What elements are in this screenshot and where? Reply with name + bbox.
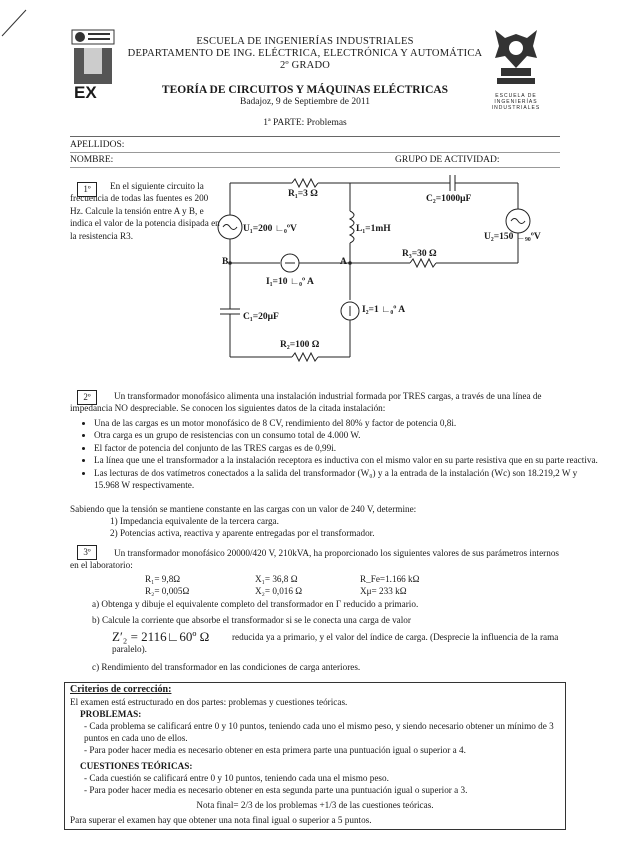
- apellidos-label: APELLIDOS:: [70, 140, 125, 150]
- problem-2-intro: Un transformador monofásico alimenta una instalación industrial formada por TRES cargas, a través de una línea de impedancia NO despreciable. Se conocen los siguientes datos de la citada instalación:: [70, 391, 542, 414]
- header-line1: ESCUELA DE INGENIERÍAS INDUSTRIALES: [196, 36, 414, 47]
- logo-text-1: ESCUELA DE: [495, 93, 537, 99]
- school-logo: [487, 28, 545, 120]
- p3-param: X₂= 0,016 Ω: [255, 586, 303, 596]
- p3-param: X₁= 36,8 Ω: [255, 574, 298, 584]
- criterios-line1: El examen está estructurado en dos partes: problemas y cuestiones teóricas.: [70, 697, 348, 707]
- problem-2-q2: 2) Potencias activa, reactiva y aparente entregadas por el transformador.: [110, 528, 375, 538]
- label-r2: R₂=100 Ω: [280, 340, 320, 350]
- label-c1: C₁=20μF: [243, 312, 279, 322]
- exam-part: 1ª PARTE: Problemas: [263, 118, 347, 128]
- criterios-prob2: - Para poder hacer media es necesario obtener en esta primera parte una puntuación igual o superior a 4.: [84, 745, 466, 755]
- header-line3: 2º GRADO: [279, 60, 331, 71]
- problem-3-a: a) Obtenga y dibuje el equivalente completo del transformador en Γ reducido a primario.: [92, 599, 419, 609]
- problem-2-q1: 1) Impedancia equivalente de la tercera carga.: [110, 516, 279, 526]
- problem-3-number: 3º: [77, 545, 97, 560]
- label-b: B: [222, 257, 229, 267]
- problem-3-b1: b) Calcule la corriente que absorbe el transformador si se le conecta una carga de valor: [92, 615, 411, 625]
- p3-param: Xμ= 233 kΩ: [360, 586, 407, 596]
- exam-date: Badajoz, 9 de Septiembre de 2011: [240, 97, 370, 107]
- criterios-problemas-heading: PROBLEMAS:: [80, 709, 142, 719]
- nombre-label: NOMBRE:: [70, 155, 114, 165]
- problem-2-bullets: [58, 417, 600, 491]
- p2-bullet: • La línea que une el transformador a la instalación receptora es inductiva con el mismo valor en su parte resistiva que en su parte reactiva.: [94, 454, 600, 466]
- label-a: A: [340, 257, 347, 267]
- grupo-label: GRUPO DE ACTIVIDAD:: [395, 155, 500, 165]
- p2-bullet: • El factor de potencia del conjunto de las TRES cargas es de 0,99i.: [94, 442, 600, 454]
- p2-bullet: • Una de las cargas es un motor monofásico de 8 CV, rendimiento del 80% y factor de potencia 0,8i.: [94, 417, 600, 429]
- problem-2-number: 2º: [77, 390, 97, 405]
- label-i2: I₂=1 ∟₀º A: [362, 305, 406, 315]
- problem-1-text: En el siguiente circuito la frecuencia de todas las fuentes es 200 Hz. Calcule la tensión entre A y B, e indica el valor de la potencia disipada en la resistencia R3.: [70, 181, 220, 241]
- label-r3: R₃=30 Ω: [402, 249, 437, 259]
- apellidos-line[interactable]: [70, 152, 560, 153]
- p3-param: R_Fe=1.166 kΩ: [360, 574, 420, 584]
- criterios-pass: Para superar el examen hay que obtener una nota final igual o superior a 5 puntos.: [70, 815, 372, 825]
- problem-3-formula: Z′₂ = 2116∟60º Ω: [112, 629, 210, 644]
- problem-3-c: c) Rendimiento del transformador en las condiciones de carga anteriores.: [92, 662, 361, 672]
- criterios-cues2: - Para poder hacer media es necesario obtener en esta segunda parte una puntuación igual o superior a 3.: [84, 785, 468, 795]
- header-line2: DEPARTAMENTO DE ING. ELÉCTRICA, ELECTRÓNICA Y AUTOMÁTICA: [127, 48, 483, 59]
- logo-text-3: INDUSTRIALES: [491, 105, 541, 111]
- criterios-final: Nota final= 2/3 de los problemas +1/3 de las cuestiones teóricas.: [196, 800, 434, 810]
- problem-1-number: 1º: [77, 182, 97, 197]
- label-l1: L₁=1mH: [356, 224, 391, 234]
- criterios-title: Criterios de corrección:: [70, 684, 172, 695]
- nombre-line[interactable]: [70, 167, 560, 168]
- label-c2: C₂=1000μF: [426, 194, 472, 204]
- corner-mark: [0, 0, 40, 40]
- label-i1: I₁=10 ∟₀º A: [266, 277, 314, 287]
- logo-text-2: INGENIERÍAS: [494, 99, 538, 105]
- problem-3-b2: reducida ya a primario, y el valor del índice de carga. (Desprecie la influencia de la rama paralelo).: [112, 632, 559, 655]
- uex-logo: [70, 28, 116, 102]
- p3-param: R₂= 0,005Ω: [145, 586, 190, 596]
- criterios-cuestiones-heading: CUESTIONES TEÓRICAS:: [80, 761, 193, 771]
- uex-logo-text: EX: [74, 83, 97, 102]
- header: [120, 36, 490, 72]
- criterios-prob1: - Cada problema se calificará entre 0 y 10 puntos, teniendo cada uno el mismo peso, y siendo necesario obtener un mínimo de 3 puntos en cada uno de ellos.: [84, 721, 554, 744]
- criterios-cues1: - Cada cuestión se calificará entre 0 y 10 puntos, teniendo cada una el mismo peso.: [84, 773, 389, 783]
- exam-title: TEORÍA DE CIRCUITOS Y MÁQUINAS ELÉCTRICAS: [161, 84, 449, 96]
- circuit-diagram: [210, 175, 550, 365]
- label-r1: R₁=3 Ω: [288, 189, 318, 199]
- p3-param: R₁= 9,8Ω: [145, 574, 181, 584]
- p2-bullet: • Otra carga es un grupo de resistencias con un consumo total de 4.000 W.: [94, 429, 600, 441]
- problem-3-intro: Un transformador monofásico 20000/420 V, 210kVA, ha proporcionado los siguientes valores de sus parámetros internos en el laboratorio:: [70, 548, 560, 571]
- header-divider: [70, 136, 560, 137]
- label-u2: U₂=150 ∟₉₀ºV: [484, 232, 541, 242]
- label-u1: U₁=200 ∟₀ºV: [243, 224, 297, 234]
- p2-bullet: • Las lecturas de dos vatímetros conectados a la salida del transformador (W₀) y a la entrada de la instalación (Wc) son 18.219,2 W y 15.968 W respectivamente.: [94, 467, 600, 492]
- problem-2-after: Sabiendo que la tensión se mantiene constante en las cargas con un valor de 240 V, determine:: [70, 504, 417, 514]
